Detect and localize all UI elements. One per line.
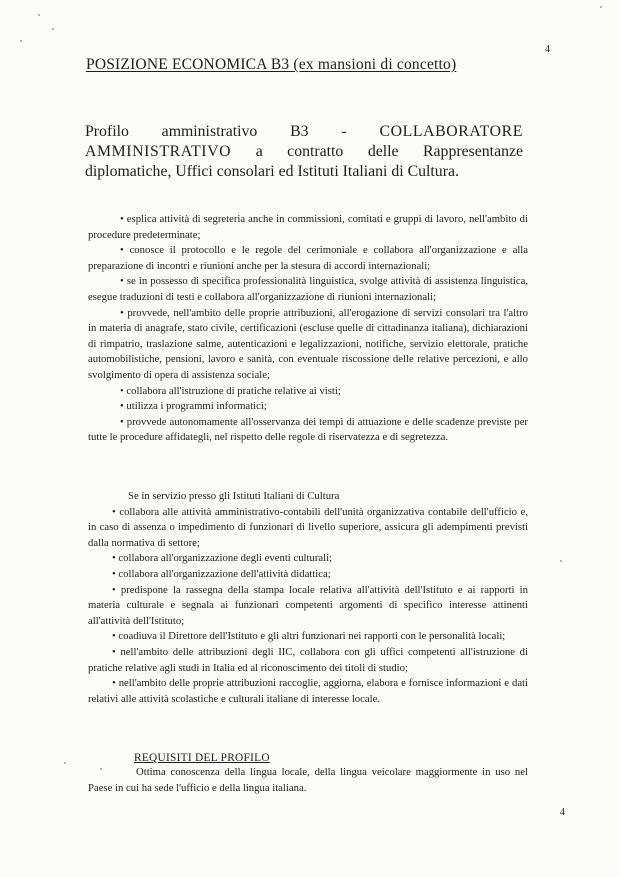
profile-title-role: COLLABORATORE AMMINISTRATIVO (85, 123, 523, 160)
list-item: • provvede autonomamente all'osservanza dei tempi di attuazione e delle scadenze previste per tutte le procedure affidategli, nel rispetto delle regole di riservatezza e di segretezza. (88, 415, 528, 446)
list-item: • collabora alle attività amministrativo-contabili dell'unità organizzativa contabile dell'ufficio e, in caso di assenza o impedimento di funzionari di livello superiore, assicura gli adempimenti previsti dalla normativa di settore; (88, 505, 528, 552)
requirements-section (88, 765, 528, 796)
scan-speck (560, 560, 562, 562)
scan-speck (64, 762, 66, 764)
scan-speck (20, 40, 22, 42)
list-item: • nell'ambito delle attribuzioni degli IIC, collabora con gli uffici competenti all'istruzione di pratiche relative agli studi in Italia ed al riconoscimento dei titoli di studio; (88, 645, 528, 676)
list-item: • se in possesso di specifica professionalità linguistica, svolge attività di assistenza linguistica, esegue traduzioni di testi e collabora all'organizzazione di riunioni internazionali; (88, 274, 528, 305)
page-number-top: 4 (545, 44, 550, 55)
duties-list (88, 212, 528, 446)
profile-title-prefix: Profilo amministrativo B3 - (85, 123, 347, 140)
section-intro: Se in servizio presso gli Istituti Italiani di Cultura (128, 490, 340, 502)
requirements-title: REQUISITI DEL PROFILO (134, 752, 270, 764)
list-item: • collabora all'organizzazione dell'attività didattica; (88, 567, 528, 583)
scan-speck (52, 28, 54, 30)
page-number-bottom: 4 (560, 807, 565, 818)
list-item: • conosce il protocollo e le regole del cerimoniale e collabora all'organizzazione e alla preparazione di incontri e riunioni anche per la stesura di accordi internazionali; (88, 243, 528, 274)
list-item: • esplica attività di segreteria anche in commissioni, comitati e gruppi di lavoro, nell'ambito di procedure predeterminate; (88, 212, 528, 243)
position-heading: POSIZIONE ECONOMICA B3 (ex mansioni di concetto) (86, 56, 457, 73)
list-item: • predispone la rassegna della stampa locale relativa all'attività dell'Istituto e ai rapporti in materia culturale e segnala ai funzionari competenti argomenti di specifico interesse attinenti all'attività dell'Istituto; (88, 583, 528, 630)
list-item: • provvede, nell'ambito delle proprie attribuzioni, all'erogazione di servizi consolari tra l'altro in materia di anagrafe, stato civile, certificazioni (escluse quelle di cittadinanza italiana), dichiarazioni di rimpatrio, traslazione salme, autenticazioni e legalizzazioni, notifiche, servizio elettorale, pratiche automobilistiche, pensioni, lavoro e sanità, con eventuale riscossione delle relative percezioni, e allo svolgimento di opera di assistenza sociale; (88, 306, 528, 384)
scan-speck (38, 14, 40, 16)
scan-speck (600, 6, 602, 8)
list-item: • utilizza i programmi informatici; (88, 399, 528, 415)
profile-title-rest: a contratto delle Rappresentanze diplomatiche, Uffici consolari ed Istituti Italiani di Cultura. (85, 143, 524, 180)
list-item: • collabora all'istruzione di pratiche relative ai visti; (88, 384, 528, 400)
cultural-institutes-section (88, 489, 528, 707)
profile-title (85, 122, 523, 182)
list-item: • coadiuva il Direttore dell'Istituto e gli altri funzionari nei rapporti con le personalità locali; (88, 629, 528, 645)
list-item: • nell'ambito delle proprie attribuzioni raccoglie, aggiorna, elabora e fornisce informazioni e dati relativi alle attività scolastiche e culturali italiane di interesse locale. (88, 676, 528, 707)
requirements-text: Ottima conoscenza della lingua locale, della lingua veicolare maggiormente in uso nel Paese in cui ha sede l'ufficio e della lingua italiana. (88, 766, 528, 794)
list-item: • collabora all'organizzazione degli eventi culturali; (88, 551, 528, 567)
